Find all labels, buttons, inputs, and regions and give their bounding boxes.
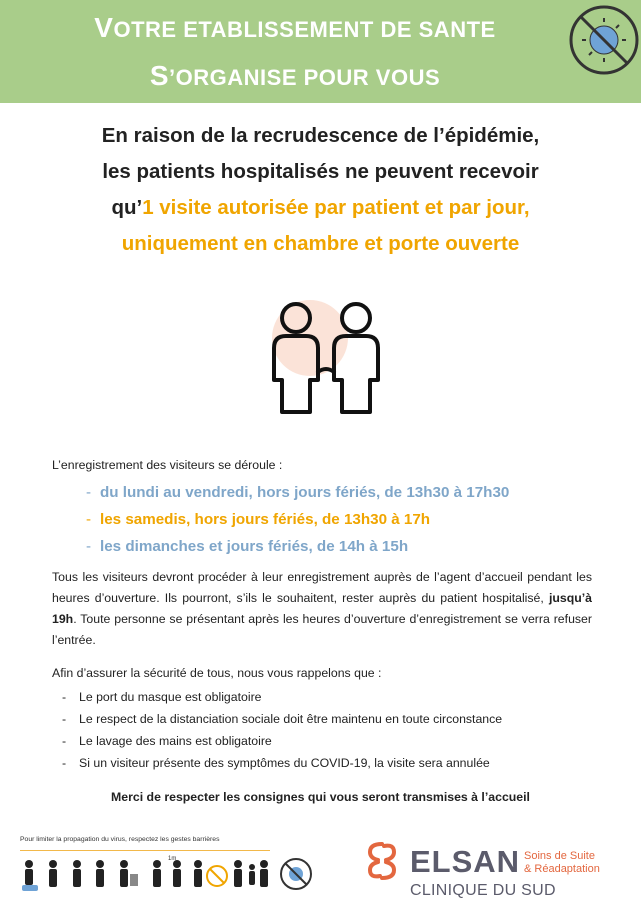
elsan-brand-name: ELSAN — [410, 844, 521, 879]
schedule-dash: - — [86, 538, 92, 555]
elsan-brand-sub-1: Soins de Suite — [524, 850, 595, 862]
list-item — [62, 708, 622, 730]
elsan-brand-sub-2: & Réadaptation — [524, 863, 600, 875]
list-item-text: Si un visiteur présente des symptômes du COVID-19, la visite sera annulée — [79, 756, 490, 770]
schedule-sundays-text: les dimanches et jours fériés, de 14h à 15h — [100, 538, 409, 555]
barrier-gestures-icon — [20, 852, 320, 902]
paragraph-part-1: Tous les visiteurs devront procéder à leur enregistrement auprès de l’agent d’accueil pendant les heures d’ouverture. Ils pourront, s’ils le souhaitent, rester auprès du patient hospitalisé, — [52, 570, 592, 605]
header-title-line1 — [0, 12, 590, 44]
clinic-name: CLINIQUE DU SUD — [410, 882, 556, 899]
registration-paragraph — [52, 567, 592, 651]
two-people-icon — [262, 296, 392, 416]
reminders-list — [62, 686, 622, 774]
lead-line-4: uniquement en chambre et porte ouverte — [121, 232, 520, 255]
list-item — [62, 686, 622, 708]
list-dash: - — [62, 734, 67, 748]
lead-line-1: En raison de la recrudescence de l’épidémie, — [101, 124, 540, 147]
header-title-line2-rest: ’ORGANISE POUR VOUS — [169, 65, 441, 90]
lead-visit-rule: 1 visite autorisée par patient et par jour, — [142, 196, 530, 219]
closing-note: Merci de respecter les consignes qui vous seront transmises à l’accueil — [111, 790, 530, 804]
no-virus-icon — [567, 0, 641, 103]
gestes-caption: Pour limiter la propagation du virus, respectez les gestes barrières — [20, 836, 220, 843]
list-dash: - — [62, 690, 67, 704]
gestes-divider — [20, 850, 270, 851]
list-item-text: Le respect de la distanciation sociale doit être maintenu en toute circonstance — [79, 712, 503, 726]
schedule-weekdays-text: du lundi au vendredi, hors jours fériés, de 13h30 à 17h30 — [100, 484, 510, 501]
schedule-dash: - — [86, 484, 92, 501]
gestes-distance-label: 1m — [168, 856, 177, 862]
schedule-dash: - — [86, 511, 92, 528]
list-dash: - — [62, 756, 67, 770]
header-banner — [0, 0, 641, 103]
list-item-text: Le lavage des mains est obligatoire — [79, 734, 272, 748]
list-item — [62, 752, 622, 774]
registration-intro: L’enregistrement des visiteurs se déroule : — [52, 458, 283, 472]
list-item — [62, 730, 622, 752]
header-title-line1-rest: OTRE ETABLISSEMENT DE SANTE — [113, 17, 496, 42]
list-dash: - — [62, 712, 67, 726]
schedule-saturdays-text: les samedis, hors jours fériés, de 13h30 à 17h — [100, 511, 431, 528]
lead-line-2: les patients hospitalisés ne peuvent recevoir — [102, 160, 539, 183]
header-title-line2 — [0, 60, 590, 92]
schedule-saturdays — [86, 508, 430, 532]
lead-line-3-prefix: qu’ — [111, 196, 143, 219]
elsan-logo-icon — [364, 840, 400, 882]
schedule-weekdays — [86, 481, 509, 505]
schedule-sundays — [86, 535, 408, 559]
paragraph-part-2: . Toute personne se présentant après les heures d’ouverture d’enregistrement se verra refuser l’entrée. — [52, 612, 592, 647]
header-title-line1-cap: V — [94, 12, 114, 43]
lead-line-3 — [0, 190, 641, 226]
header-title-line2-cap: S — [149, 60, 170, 91]
paragraph-deadline: jusqu’à 19h — [52, 591, 592, 626]
list-item-text: Le port du masque est obligatoire — [79, 690, 262, 704]
reminders-intro: Afin d’assurer la sécurité de tous, nous vous rappelons que : — [52, 666, 382, 680]
